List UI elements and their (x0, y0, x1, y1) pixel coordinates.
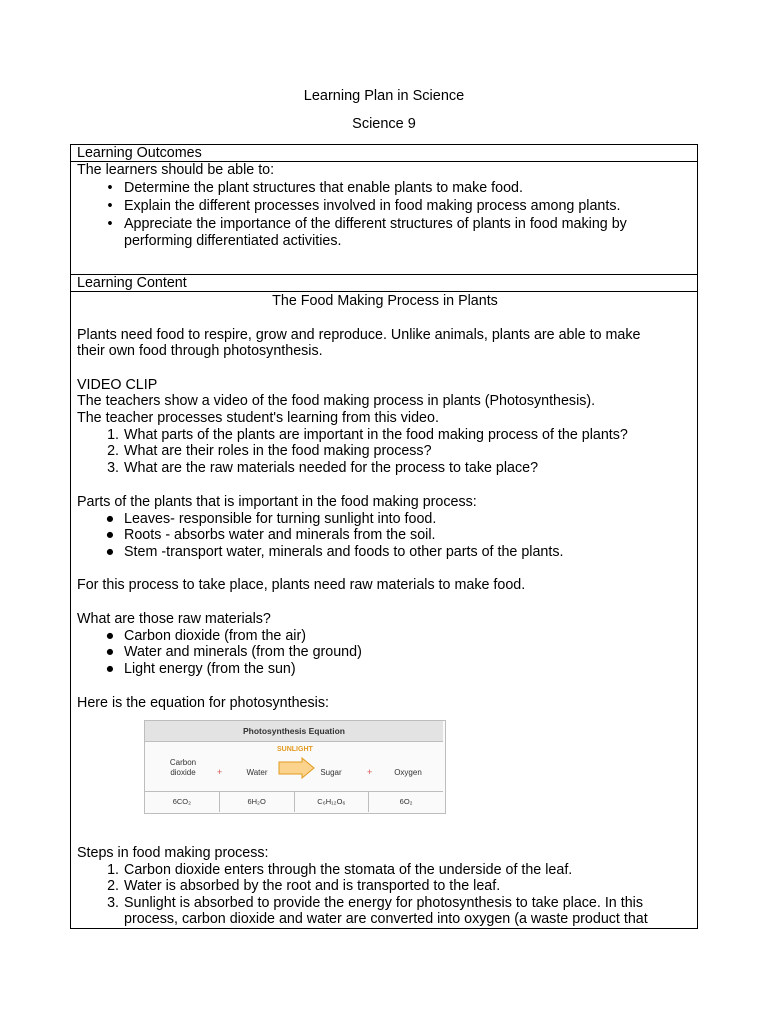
formula-row (145, 791, 443, 812)
sugar-term: Sugar (320, 768, 342, 777)
learning-outcomes-section (70, 144, 698, 274)
section-heading: Learning Outcomes (77, 145, 202, 161)
formula-cell: 6O₂ (399, 797, 413, 806)
photosynthesis-equation-figure (144, 720, 446, 814)
term-line: Carbon (169, 758, 197, 767)
list-item: Light energy (from the sun) (124, 661, 296, 677)
list-item-continuation: process, carbon dioxide and water are converted into oxygen (a waste product that (124, 911, 648, 927)
list-number: 2. (107, 443, 119, 459)
document-subtitle: Science 9 (352, 116, 416, 132)
list-item: Determine the plant structures that enable plants to make food. (124, 180, 523, 196)
carbon-dioxide-term (161, 758, 205, 778)
list-item: Appreciate the importance of the different structures of plants in food making by (124, 216, 627, 232)
term-line: dioxide (170, 768, 196, 777)
paragraph-line: Here is the equation for photosynthesis: (77, 695, 329, 711)
bullet-icon: • (107, 180, 113, 196)
bullet-icon: ● (105, 544, 115, 560)
list-item: Sunlight is absorbed to provide the energy for photosynthesis to take place. In this (124, 895, 643, 911)
list-item: What are their roles in the food making process? (124, 443, 432, 459)
list-item: Stem -transport water, minerals and foods to other parts of the plants. (124, 544, 564, 560)
paragraph-line: Parts of the plants that is important in the food making process: (77, 494, 477, 510)
paragraph-line: their own food through photosynthesis. (77, 343, 323, 359)
oxygen-term: Oxygen (394, 768, 422, 777)
paragraph-line: For this process to take place, plants need raw materials to make food. (77, 577, 526, 593)
learning-content-section (70, 291, 698, 929)
arrow-icon (278, 757, 316, 779)
paragraph-line: The teacher processes student's learning from this video. (77, 410, 439, 426)
document-title: Learning Plan in Science (303, 88, 465, 104)
list-number: 3. (107, 895, 119, 911)
list-number: 1. (107, 862, 119, 878)
bullet-icon: • (107, 216, 113, 232)
list-item: Carbon dioxide (from the air) (124, 628, 306, 644)
bullet-icon: ● (105, 628, 115, 644)
list-item: Leaves- responsible for turning sunlight into food. (124, 511, 437, 527)
list-item: Roots - absorbs water and minerals from the soil. (124, 527, 436, 543)
figure-title: Photosynthesis Equation (145, 721, 443, 742)
list-item-continuation: performing differentiated activities. (124, 233, 342, 249)
list-number: 2. (107, 878, 119, 894)
paragraph-line: What are those raw materials? (77, 611, 271, 627)
plus-sign: + (367, 767, 373, 777)
list-item: Explain the different processes involved in food making process among plants. (124, 198, 621, 214)
bullet-icon: • (107, 198, 113, 214)
bullet-icon: ● (105, 644, 115, 660)
list-item: What parts of the plants are important in the food making process of the plants? (124, 427, 628, 443)
list-number: 1. (107, 427, 119, 443)
bullet-icon: ● (105, 661, 115, 677)
paragraph-line: Plants need food to respire, grow and reproduce. Unlike animals, plants are able to make (77, 327, 641, 343)
learning-content-heading-row (70, 274, 698, 292)
section-heading: Learning Content (77, 275, 187, 291)
paragraph-line: Steps in food making process: (77, 845, 269, 861)
formula-cell: 6H₂O (220, 792, 295, 812)
content-title: The Food Making Process in Plants (272, 293, 498, 309)
paragraph-line: The teachers show a video of the food making process in plants (Photosynthesis). (77, 393, 596, 409)
formula-cell: 6CO₂ (145, 792, 220, 812)
plus-sign: + (217, 767, 223, 777)
bullet-icon: ● (105, 511, 115, 527)
list-item: What are the raw materials needed for the process to take place? (124, 460, 539, 476)
bullet-icon: ● (105, 527, 115, 543)
outcomes-intro: The learners should be able to: (77, 162, 275, 178)
list-number: 3. (107, 460, 119, 476)
formula-cell: C₆H₁₂O₆ (295, 792, 370, 812)
video-heading: VIDEO CLIP (77, 377, 158, 393)
list-item: Water is absorbed by the root and is transported to the leaf. (124, 878, 501, 894)
list-item: Carbon dioxide enters through the stomata of the underside of the leaf. (124, 862, 573, 878)
water-term: Water (246, 768, 268, 777)
sunlight-label: SUNLIGHT (277, 746, 313, 753)
list-item: Water and minerals (from the ground) (124, 644, 362, 660)
